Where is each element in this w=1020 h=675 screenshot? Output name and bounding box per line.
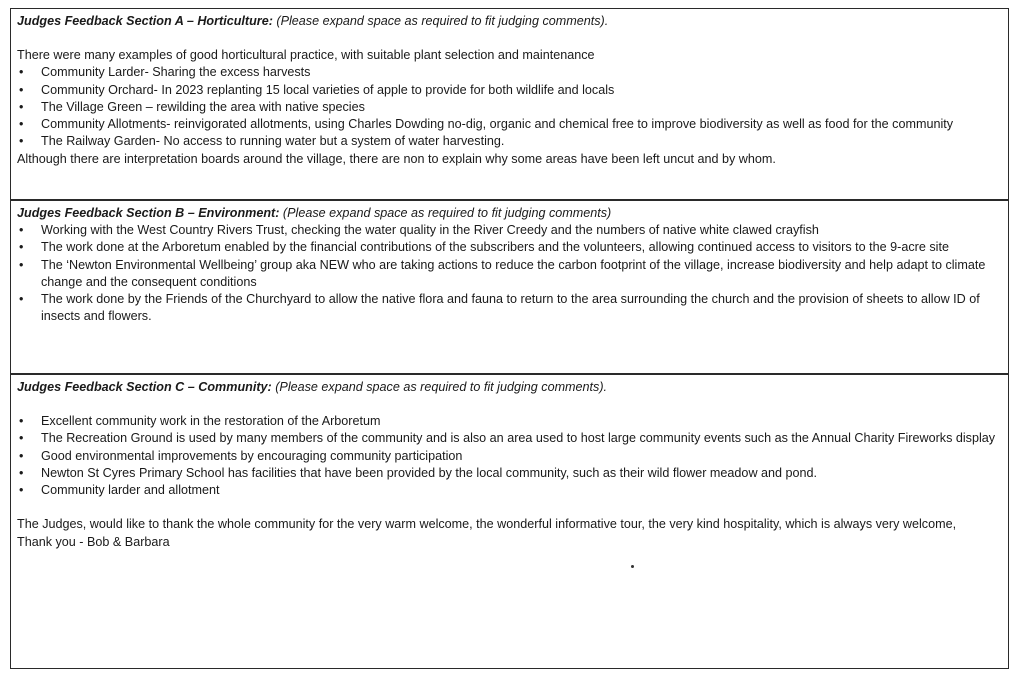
section-c-note: (Please expand space as required to fit judging comments).: [271, 380, 608, 394]
section-b-header: [17, 205, 1000, 222]
section-b-environment: [10, 200, 1009, 374]
section-c-title: Judges Feedback Section C – Community:: [17, 380, 272, 394]
section-a-title: Judges Feedback Section A – Horticulture:: [17, 14, 273, 28]
section-a-horticulture: [10, 8, 1009, 200]
list-item: • Community Allotments- reinvigorated allotments, using Charles Dowding no-dig, organic and chemical free to improve biodiversity as well as food for the community: [17, 116, 1000, 133]
list-item: • Working with the West Country Rivers Trust, checking the water quality in the River Creedy and the numbers of native white clawed crayfish: [17, 222, 1000, 239]
list-item: • The work done by the Friends of the Churchyard to allow the native flora and fauna to return to the area surrounding the church and the provision of sheets to allow ID of insects and flowers.: [17, 291, 1000, 326]
list-item: • Community Orchard- In 2023 replanting 15 local varieties of apple to provide for both wildlife and locals: [17, 82, 1000, 99]
section-b-note: (Please expand space as required to fit judging comments): [279, 206, 612, 220]
list-item: • Newton St Cyres Primary School has facilities that have been provided by the local community, such as their wild flower meadow and pond.: [17, 465, 1000, 482]
section-c-signoff: Thank you - Bob & Barbara: [17, 534, 170, 549]
scan-speck: [631, 565, 634, 568]
section-a-header: [17, 13, 1000, 30]
list-item: • Excellent community work in the restoration of the Arboretum: [17, 413, 1000, 430]
section-a-bullet-list: [17, 64, 1000, 150]
list-item: • Community Larder- Sharing the excess harvests: [17, 64, 1000, 81]
feedback-form: [10, 8, 1009, 669]
list-item: • Good environmental improvements by encouraging community participation: [17, 448, 1000, 465]
list-item: • Community larder and allotment: [17, 482, 1000, 499]
list-item: • The Recreation Ground is used by many members of the community and is also an area used to host large community events such as the Annual Charity Fireworks display: [17, 430, 1000, 447]
section-c-closing: The Judges, would like to thank the whole community for the very warm welcome, the wonderful informative tour, the very kind hospitality, which is always very welcome,: [17, 517, 957, 532]
section-b-bullet-list: [17, 222, 1000, 326]
section-c-community: [10, 374, 1009, 669]
section-a-intro: There were many examples of good horticultural practice, with suitable plant selection and maintenance: [17, 48, 595, 62]
list-item: • The ‘Newton Environmental Wellbeing’ group aka NEW who are taking actions to reduce the carbon footprint of the village, increase biodiversity and help adapt to climate change and the consequent conditions: [17, 257, 1000, 292]
section-a-closing: Although there are interpretation boards around the village, there are non to explain why some areas have been left uncut and by whom.: [17, 151, 776, 166]
list-item: • The work done at the Arboretum enabled by the financial contributions of the subscribers and the volunteers, allowing continued access to visitors to the 9-acre site: [17, 239, 1000, 256]
section-a-note: (Please expand space as required to fit judging comments).: [272, 14, 609, 28]
section-c-bullet-list: [17, 413, 1000, 499]
section-b-title: Judges Feedback Section B – Environment:: [17, 206, 280, 220]
list-item: • The Railway Garden- No access to running water but a system of water harvesting.: [17, 133, 1000, 150]
section-c-header: [17, 379, 1000, 396]
list-item: • The Village Green – rewilding the area with native species: [17, 99, 1000, 116]
